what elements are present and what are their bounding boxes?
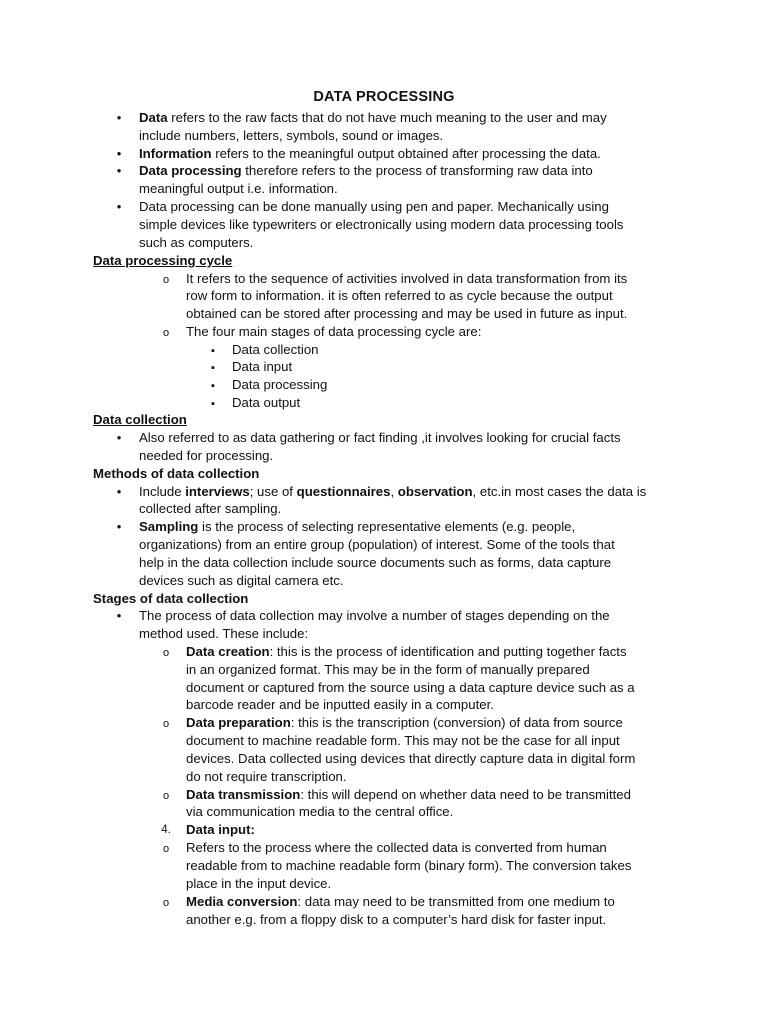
creation-line4: barcode reader and be inputted easily in a computer.	[186, 697, 494, 712]
media-line2: another e.g. from a floppy disk to a computer’s hard disk for faster input.	[186, 912, 607, 927]
preparation-line2: document to machine readable form. This may not be the case for all input	[186, 733, 620, 748]
collection-heading: Data collection	[93, 412, 187, 427]
methods-b1-line2: collected after sampling.	[139, 501, 282, 516]
square-bullet-icon	[206, 376, 220, 394]
intro-data-line2: include numbers, letters, symbols, sound or images.	[139, 128, 444, 143]
bullet-icon	[112, 145, 126, 163]
methods-b2-line2: organizations) from an entire group (population) of interest. Some of the tools that	[139, 537, 615, 552]
stages-intro-line2: method used. These include:	[139, 626, 309, 641]
refers-line3: place in the input device.	[186, 876, 332, 891]
square-bullet-icon	[206, 341, 220, 359]
bullet-icon	[112, 483, 126, 501]
intro-methods-line1: Data processing can be done manually using pen and paper. Mechanically using	[139, 199, 609, 214]
bullet-icon	[112, 607, 126, 625]
cycle-stage-item: Data processing	[232, 377, 328, 392]
transmission-line2: via communication media to the central office.	[186, 804, 454, 819]
intro-information-line1: Information refers to the meaningful output obtained after processing the data.	[139, 146, 601, 161]
methods-b1-line1: Include interviews; use of questionnaires, observation, etc.in most cases the data is	[139, 484, 647, 499]
cycle-stage-item: Data collection	[232, 342, 319, 357]
input-heading: Data input:	[186, 822, 255, 837]
cycle-para1-line3: obtained can be stored after processing and may be used in future as input.	[186, 306, 628, 321]
preparation-line4: do not require transcription.	[186, 769, 347, 784]
preparation-line3: devices. Data collected using devices that directly capture data in digital form	[186, 751, 636, 766]
bullet-icon	[112, 429, 126, 447]
intro-methods-line3: such as computers.	[139, 235, 254, 250]
collection-line2: needed for processing.	[139, 448, 274, 463]
page-title: DATA PROCESSING	[313, 89, 455, 105]
refers-line1: Refers to the process where the collected data is converted from human	[186, 840, 607, 855]
stages-heading: Stages of data collection	[93, 591, 249, 606]
transmission-line1: Data transmission: this will depend on whether data need to be transmitted	[186, 787, 631, 802]
intro-processing-line2: meaningful output i.e. information.	[139, 181, 338, 196]
cycle-para1-line1: It refers to the sequence of activities involved in data transformation from its	[186, 271, 628, 286]
circle-bullet-icon	[159, 714, 173, 732]
stages-intro-line1: The process of data collection may involve a number of stages depending on the	[139, 608, 610, 623]
circle-bullet-icon	[159, 786, 173, 804]
intro-methods-line2: simple devices like typewriters or electronically using modern data processing tools	[139, 217, 624, 232]
intro-data-line1: Data refers to the raw facts that do not have much meaning to the user and may	[139, 110, 607, 125]
creation-line1: Data creation: this is the process of identification and putting together facts	[186, 644, 627, 659]
creation-line3: document or captured from the source using a data capture device such as a	[186, 680, 635, 695]
bullet-icon	[112, 162, 126, 180]
circle-bullet-icon	[159, 643, 173, 661]
refers-line2: readable from to machine readable form (binary form). The conversion takes	[186, 858, 632, 873]
circle-bullet-icon	[159, 893, 173, 911]
media-line1: Media conversion: data may need to be transmitted from one medium to	[186, 894, 615, 909]
bullet-icon	[112, 198, 126, 216]
methods-b2-line4: devices such as digital camera etc.	[139, 573, 344, 588]
cycle-para1-line2: row form to information. it is often referred to as cycle because the output	[186, 288, 613, 303]
square-bullet-icon	[206, 358, 220, 376]
bullet-icon	[112, 109, 126, 127]
methods-b2-line1: Sampling is the process of selecting representative elements (e.g. people,	[139, 519, 576, 534]
bullet-icon	[112, 518, 126, 536]
square-bullet-icon	[206, 394, 220, 412]
intro-processing-line1: Data processing therefore refers to the process of transforming raw data into	[139, 163, 593, 178]
collection-line1: Also referred to as data gathering or fact finding ,it involves looking for crucial facts	[139, 430, 621, 445]
list-number: 4.	[161, 824, 171, 836]
cycle-stage-item: Data output	[232, 395, 301, 410]
circle-bullet-icon	[159, 323, 173, 341]
creation-line2: in an organized format. This may be in the form of manually prepared	[186, 662, 590, 677]
preparation-line1: Data preparation: this is the transcription (conversion) of data from source	[186, 715, 623, 730]
cycle-para2: The four main stages of data processing cycle are:	[186, 324, 482, 339]
methods-b2-line3: help in the data collection include source documents such as forms, data capture	[139, 555, 612, 570]
circle-bullet-icon	[159, 839, 173, 857]
cycle-heading: Data processing cycle	[93, 253, 233, 268]
cycle-stage-item: Data input	[232, 359, 293, 374]
methods-heading: Methods of data collection	[93, 466, 260, 481]
circle-bullet-icon	[159, 270, 173, 288]
